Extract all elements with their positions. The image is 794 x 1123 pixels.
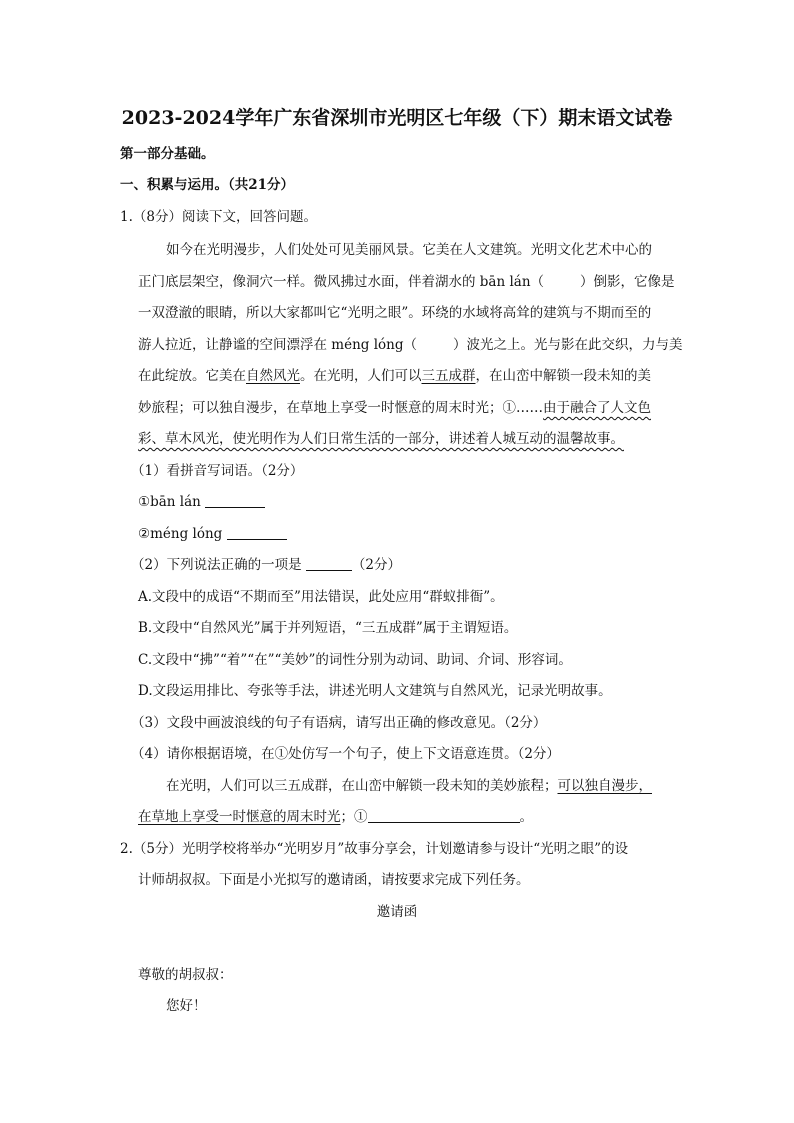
underlined-phrase: 在草地上享受一时惬意的周末时光 <box>138 809 341 825</box>
underlined-phrase: 三五成群 <box>421 368 476 384</box>
option-a: A.文段中的成语“不期而至”用法错误，此处应用“群蚁排衙”。 <box>138 589 504 605</box>
answer-blank[interactable] <box>306 556 352 571</box>
passage-line: 游人拉近，让静谧的空间漂浮在 méng lóng（ ）波光之上。光与影在此交织，力与美 <box>138 337 683 353</box>
pinyin-item-2: ②méng lóng <box>138 524 794 544</box>
sub-question-3: （3）文段中画波浪线的句子有语病，请写出正确的修改意见。（2分） <box>131 715 547 731</box>
question-2-stem-cont: 计师胡叔叔。下面是小光拟写的邀请函，请按要求完成下列任务。 <box>138 872 530 888</box>
part-heading: 第一部分基础。 <box>120 146 215 162</box>
passage-line <box>138 429 794 449</box>
sub-question-4: （4）请你根据语境，在①处仿写一个句子，使上下文语意连贯。（2分） <box>131 746 560 762</box>
imitation-context: 在光明，人们可以三五成群，在山峦中解锁一段未知的美妙旅程；可以独自漫步， <box>166 778 652 794</box>
answer-blank[interactable] <box>227 525 287 540</box>
option-b: B.文段中“自然风光”属于并列短语，“三五成群”属于主谓短语。 <box>138 620 518 636</box>
passage-line: 妙旅程；可以独自漫步，在草地上享受一时惬意的周末时光；①……由于融合了人文色 <box>138 400 651 416</box>
pinyin-item-1: ①bān lán <box>138 492 794 512</box>
passage-line: 正门底层架空，像洞穴一样。微风拂过水面，伴着湖水的 bān lán（ ）倒影，它像是 <box>138 274 675 290</box>
letter-title: 邀请函 <box>376 904 418 920</box>
wavy-underlined-sentence: 彩、草木风光，使光明作为人们日常生活的一部分，讲述着人城互动的温馨故事。 <box>138 431 624 447</box>
option-d: D.文段运用排比、夸张等手法，讲述光明人文建筑与自然风光，记录光明故事。 <box>138 683 612 699</box>
sub-question-2: （2）下列说法正确的一项是 （2分） <box>131 557 401 573</box>
answer-blank[interactable] <box>368 808 520 823</box>
passage-line: 一双澄澈的眼睛，所以大家都叫它“光明之眼”。环绕的水域将高耸的建筑与不期而至的 <box>138 305 652 321</box>
question-1-stem: 1.（8分）阅读下文，回答问题。 <box>120 209 317 225</box>
exam-title: 2023-2024学年广东省深圳市光明区七年级（下）期末语文试卷 <box>121 107 673 129</box>
question-2-stem: 2.（5分）光明学校将举办“光明岁月”故事分享会，计划邀请参与设计“光明之眼”的设 <box>120 841 629 857</box>
wavy-underlined-sentence: 由于融合了人文色 <box>543 400 651 416</box>
letter-salutation: 尊敬的胡叔叔： <box>138 967 233 983</box>
option-c: C.文段中“拂”“着”“在”“美妙”的词性分别为动词、助词、介词、形容词。 <box>138 652 572 668</box>
passage-line: 在此绽放。它美在自然风光。在光明，人们可以三五成群，在山峦中解锁一段未知的美 <box>138 368 651 384</box>
underlined-phrase: 可以独自漫步， <box>557 778 652 794</box>
passage-line: 如今在光明漫步，人们处处可见美丽风景。它美在人文建筑。光明文化艺术中心的 <box>166 242 652 258</box>
section-heading: 一、积累与运用。（共21分） <box>120 177 295 193</box>
imitation-context: 在草地上享受一时惬意的周末时光；① 。 <box>138 809 533 825</box>
underlined-phrase: 自然风光 <box>246 368 300 384</box>
sub-question-1: （1）看拼音写词语。（2分） <box>131 463 304 479</box>
letter-greeting: 您好！ <box>166 998 207 1014</box>
answer-blank[interactable] <box>205 493 265 508</box>
